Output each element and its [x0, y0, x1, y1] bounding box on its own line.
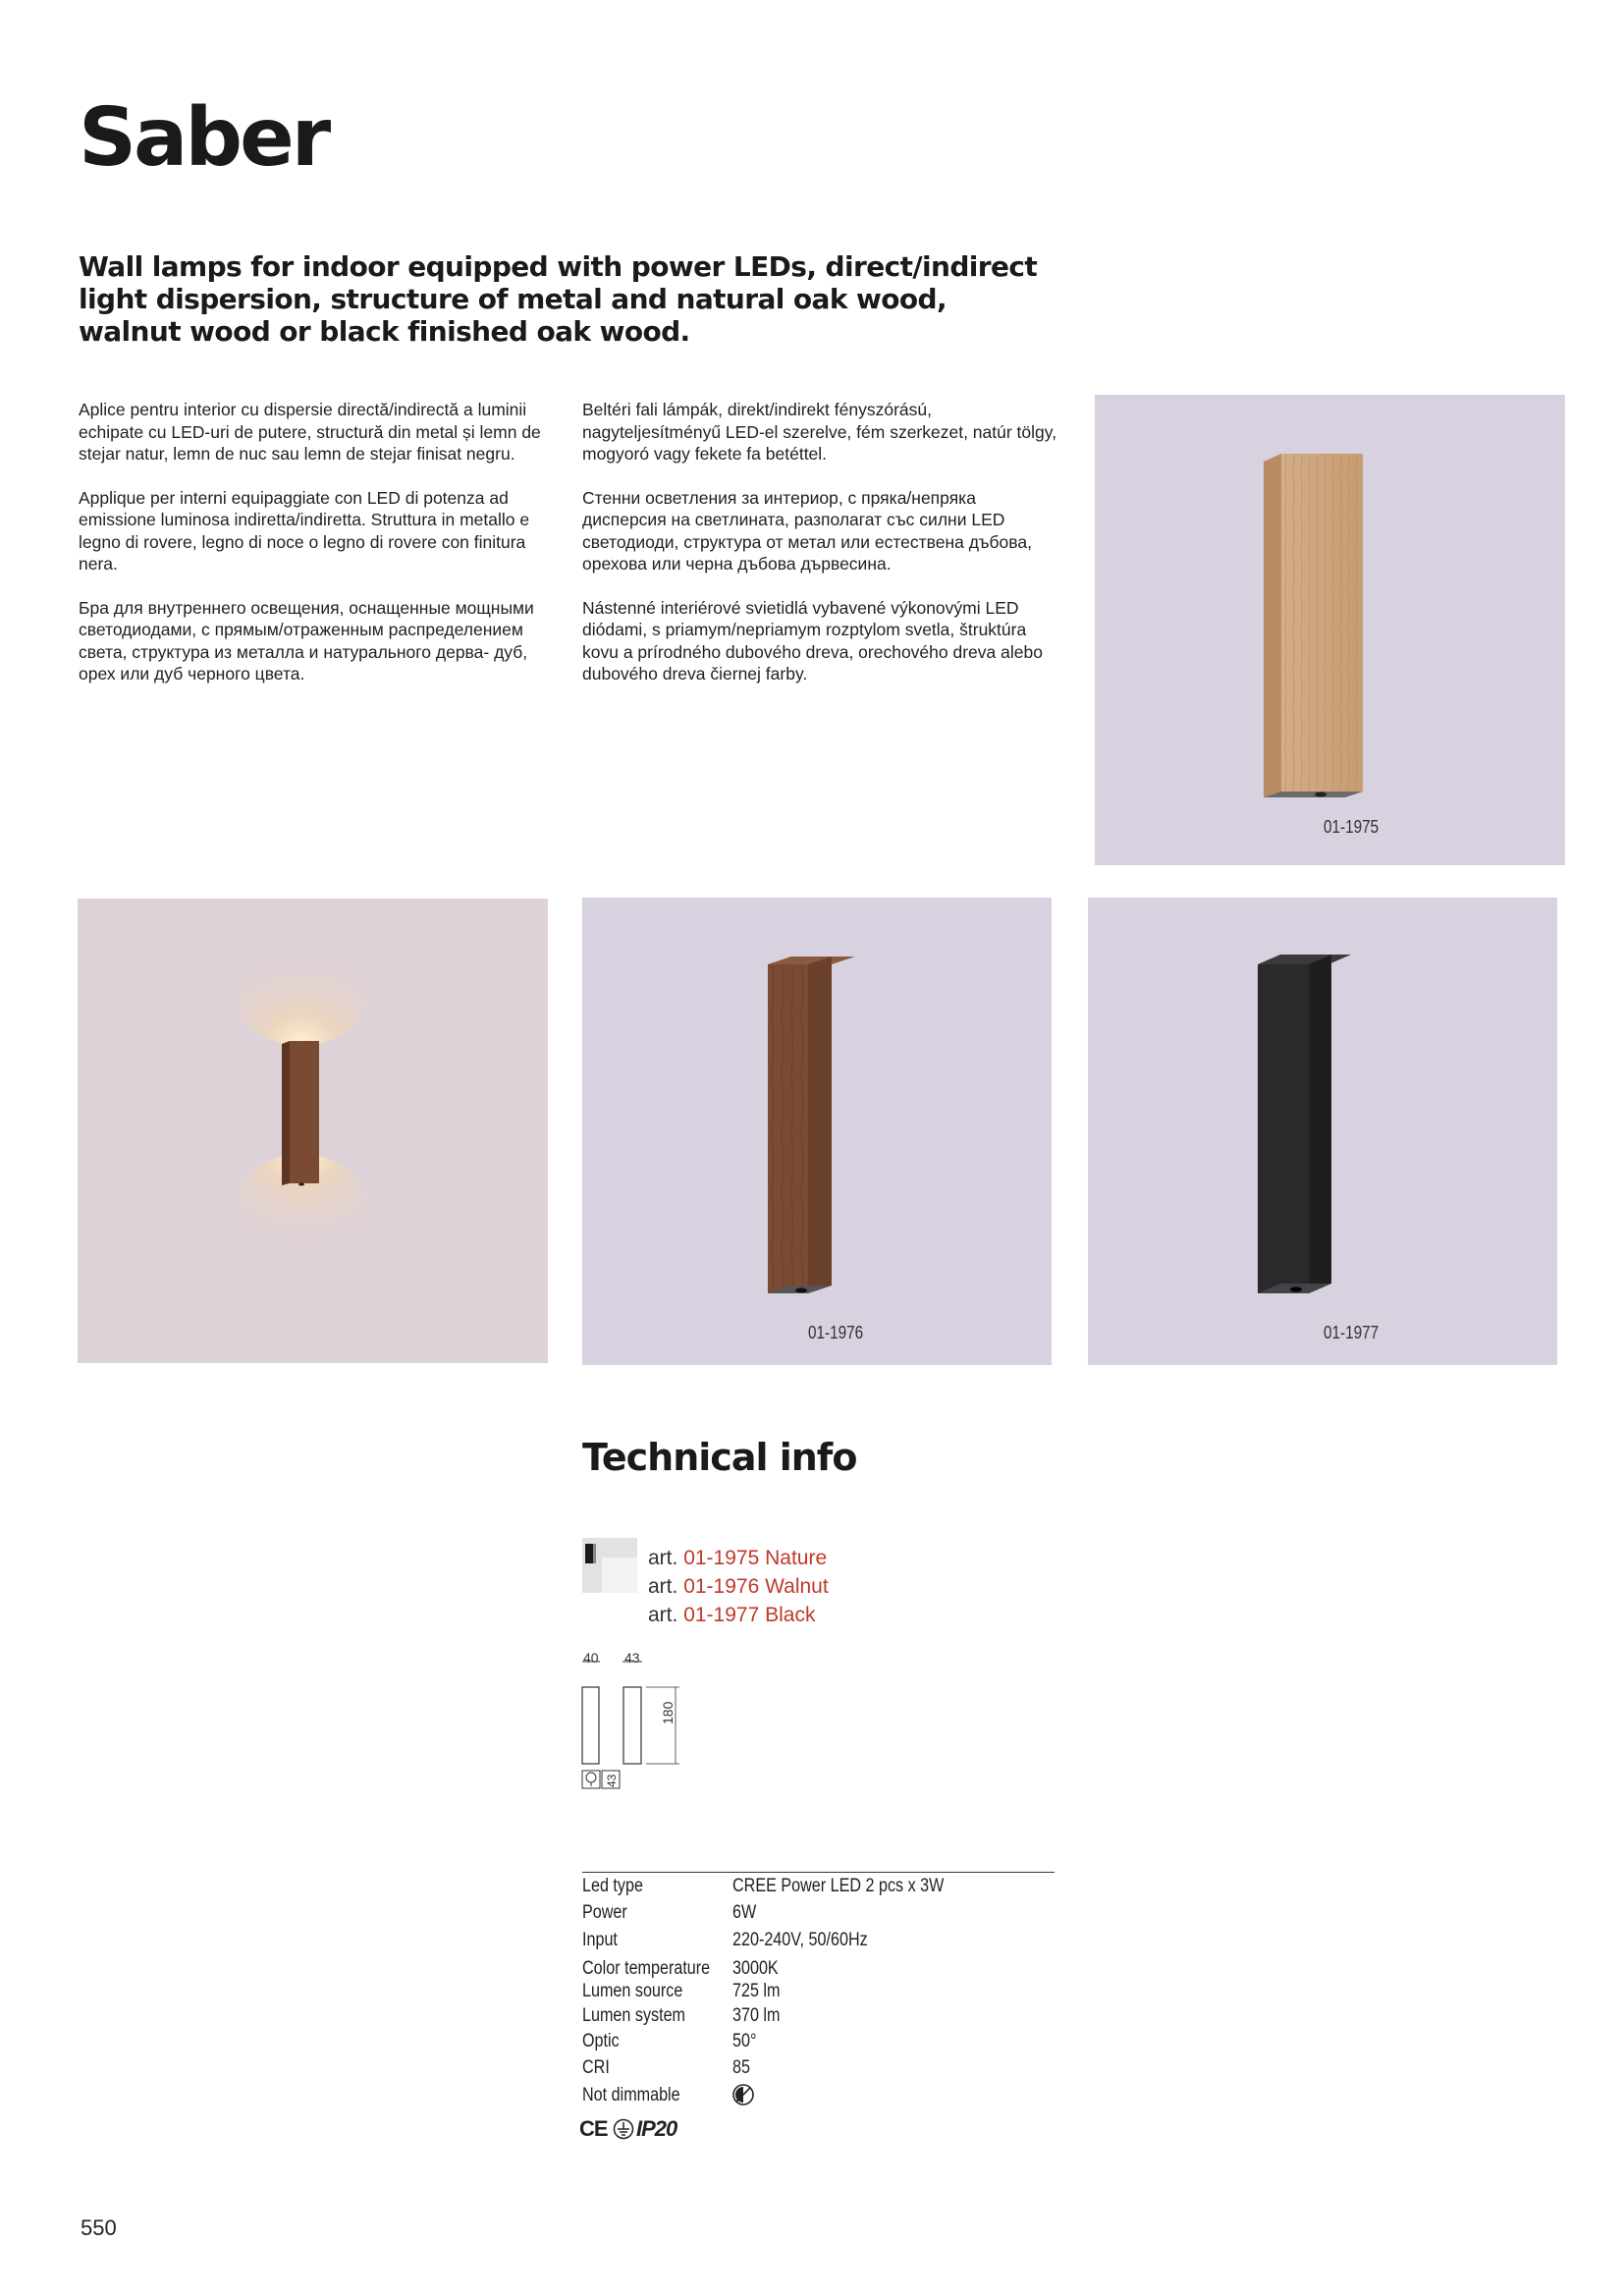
description-it: Applique per interni equipaggiate con LED di potenza ad emissione luminosa indiretta/indiretta. Struttura in metallo e legno di rovere, legno di noce o legno di rovere con finitura nera.	[79, 487, 530, 574]
description-ro: Aplice pentru interior cu dispersie directă/indirectă a luminii echipate cu LED-uri de putere, structură din metal și lemn de stejar natur, lemn de nuc sau lemn de stejar finisat negru.	[79, 400, 541, 464]
product-photo-black	[1088, 898, 1557, 1365]
technical-info-heading: Technical info	[582, 1436, 857, 1479]
spec-value: CREE Power LED 2 pcs x 3W	[732, 1876, 945, 1896]
spec-label: Color temperature	[582, 1958, 711, 1979]
spec-label: CRI	[582, 2057, 610, 2078]
product-photo-walnut	[582, 898, 1052, 1365]
description-bg: Стенни осветления за интериор, с пряка/непряка дисперсия на светлината, разполагат със силни LED светодиоди, структура от метал или естествена дъбова, орехова или черна дъбова дървесина.	[582, 487, 1032, 574]
article-prefix: art.	[648, 1575, 678, 1598]
article-code: 01-1976	[683, 1575, 760, 1598]
spec-value: 220-240V, 50/60Hz	[732, 1930, 868, 1950]
spec-label: Power	[582, 1902, 627, 1923]
article-prefix: art.	[648, 1604, 678, 1626]
product-photo-lit	[78, 899, 548, 1363]
description-column-mid	[582, 399, 1063, 707]
dim-height-label: 180	[660, 1701, 676, 1724]
spec-value: 3000K	[732, 1958, 779, 1979]
spec-label: Led type	[582, 1876, 643, 1896]
black-lamp-image	[1088, 898, 1557, 1365]
spec-label: Optic	[582, 2031, 620, 2051]
not-dimmable-icon	[731, 2083, 755, 2106]
description-ru: Бра для внутреннего освещения, оснащенные мощными светодиодами, с прямым/отраженным распределением света, структура из металла и натурального дерва- дуб, орех или дуб черного цвета.	[79, 597, 534, 683]
spec-value: 725 lm	[732, 1981, 781, 2001]
product-subtitle: Wall lamps for indoor equipped with power LEDs, direct/indirect light dispersion, structure of metal and natural oak wood, walnut wood or black finished oak wood.	[79, 250, 1038, 348]
page-number: 550	[81, 2215, 117, 2240]
dim-mount-label: 43	[605, 1774, 619, 1787]
article-finish: Black	[765, 1604, 816, 1626]
description-sk: Nástenné interiérové svietidlá vybavené výkonovými LED diódami, s priamym/nepriamym rozptylom svetla, štruktúra kovu a prírodného dubového dreva, orechového dreva alebo dubového dreva čiernej farby.	[582, 597, 1043, 683]
spec-value: 85	[732, 2057, 750, 2078]
walnut-lamp-image	[582, 898, 1052, 1365]
spec-value: 50°	[732, 2031, 757, 2051]
product-thumbnail-icon	[582, 1538, 637, 1593]
ground-symbol-icon	[613, 2118, 634, 2140]
product-photo-nature	[1095, 395, 1565, 865]
description-column-left	[79, 399, 550, 707]
article-finish: Nature	[765, 1547, 828, 1569]
page-title: Saber	[79, 91, 329, 185]
article-row	[648, 1547, 827, 1570]
spec-label: Input	[582, 1930, 618, 1950]
spec-divider	[582, 1872, 1055, 1873]
spec-label: Not dimmable	[582, 2085, 680, 2105]
article-label-1976: 01-1976	[808, 1323, 864, 1342]
dimension-drawing	[577, 1650, 695, 1817]
ce-mark-icon: CE	[579, 2116, 608, 2141]
description-hu: Beltéri fali lámpák, direkt/indirekt fényszórású, nagyteljesítményű LED-el szerelve, fém szerkezet, natúr tölgy, mogyoró vagy fekete fa betéttel.	[582, 400, 1057, 464]
spec-value: 370 lm	[732, 2005, 781, 2026]
article-prefix: art.	[648, 1547, 678, 1569]
article-label-1975: 01-1975	[1324, 817, 1380, 837]
article-code: 01-1975	[683, 1547, 760, 1569]
article-code: 01-1977	[683, 1604, 760, 1626]
article-row	[648, 1575, 829, 1599]
spec-label: Lumen system	[582, 2005, 686, 2026]
dim-depth-label: 43	[624, 1650, 640, 1666]
article-row	[648, 1604, 815, 1627]
article-label-1977: 01-1977	[1324, 1323, 1380, 1342]
ip-rating-badge: IP20	[636, 2116, 677, 2141]
article-finish: Walnut	[765, 1575, 829, 1598]
dim-width-label: 40	[583, 1650, 599, 1666]
spec-label: Lumen source	[582, 1981, 683, 2001]
lit-lamp-image	[78, 899, 548, 1363]
oak-lamp-image	[1095, 395, 1565, 865]
spec-value: 6W	[732, 1902, 757, 1923]
